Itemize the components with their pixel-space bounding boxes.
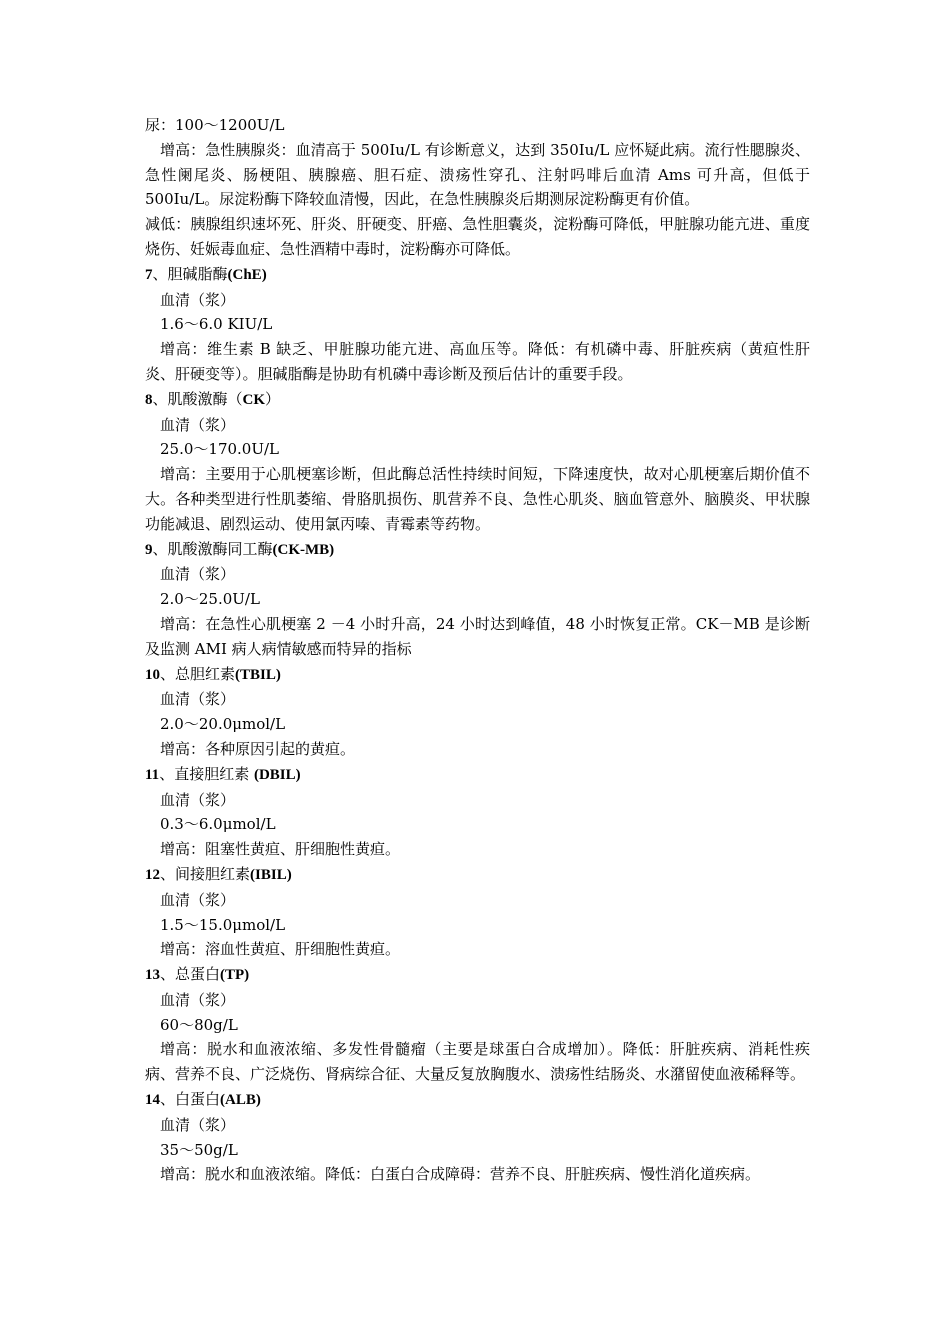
- clinical-note: 增高：脱水和血液浓缩、多发性骨髓瘤（主要是球蛋白合成增加）。降低：肝脏疾病、消耗性疾病、营养不良、广泛烧伤、肾病综合征、大量反复放胸腹水、溃疡性结肠炎、水潴留使血液稀释等。: [145, 1040, 810, 1084]
- section-name: 、白蛋白: [160, 1090, 221, 1109]
- reference-range: 2.0～20.0μmol/L: [160, 715, 286, 734]
- sample-type: 血清（浆）: [160, 565, 236, 584]
- section-abbreviation: (IBIL): [250, 866, 292, 883]
- clinical-note: 增高：各种原因引起的黄疸。: [160, 739, 356, 758]
- section-number: 12: [145, 866, 160, 883]
- amylase-decrease-note: 减低：胰腺组织速坏死、肝炎、肝硬变、肝癌、急性胆囊炎，淀粉酶可降低，甲脏腺功能亢进、重度烧伤、妊娠毒血症、急性酒精中毒时，淀粉酶亦可降低。: [145, 215, 810, 258]
- reference-range: 2.0～25.0U/L: [160, 590, 260, 609]
- section-abbreviation: (TP): [220, 967, 250, 984]
- sample-type: 血清（浆）: [160, 415, 236, 434]
- section-number: 7: [145, 266, 153, 283]
- reference-range: 25.0～170.0U/L: [160, 440, 279, 459]
- amylase-increase-note: 增高：急性胰腺炎：血清高于 500Iu/L 有诊断意义，达到 350Iu/L 应怀疑此病。流行性腮腺炎、急性阑尾炎、肠梗阻、胰腺癌、胆石症、溃疡性穿孔、注射吗啡后血清 Ams 可升高，但低于 500Iu/L。尿淀粉酶下降较血清慢，因此，在急性胰腺炎后期测尿淀粉酶更有价值。: [145, 140, 810, 209]
- section-abbreviation: (ChE): [227, 266, 267, 283]
- section-name: 、胆碱脂酶: [152, 264, 228, 283]
- section-name-suffix: ）: [265, 389, 281, 408]
- section-heading-10: [145, 662, 810, 688]
- clinical-note: 增高：维生素 B 缺乏、甲脏腺功能亢进、高血压等。降低：有机磷中毒、肝脏疾病（黄疸性肝炎、肝硬变等）。胆碱脂酶是协助有机磷中毒诊断及预后估计的重要手段。: [145, 340, 810, 383]
- urine-range: 尿：100～1200U/L: [145, 116, 285, 134]
- clinical-note: 增高：在急性心肌梗塞 2 －4 小时升高，24 小时达到峰值，48 小时恢复正常。CK－MB 是诊断及监测 AMI 病人病情敏感而特异的指标: [145, 614, 810, 658]
- section-abbreviation: (DBIL): [253, 766, 301, 783]
- section-number: 11: [145, 766, 160, 783]
- section-number: 9: [145, 541, 153, 558]
- sample-type: 血清（浆）: [160, 1115, 236, 1134]
- clinical-note: 增高：溶血性黄疸、肝细胞性黄疸。: [160, 940, 401, 959]
- sample-type: 血清（浆）: [160, 290, 236, 309]
- section-heading-14: [145, 1087, 810, 1113]
- sample-type: 血清（浆）: [160, 990, 236, 1009]
- clinical-note: 增高：脱水和血液浓缩。降低：白蛋白合成障碍：营养不良、肝脏疾病、慢性消化道疾病。: [160, 1165, 761, 1184]
- section-name: 、间接胆红素: [160, 864, 251, 883]
- section-abbreviation: (CK-MB): [272, 541, 335, 558]
- section-heading-11: [145, 762, 810, 788]
- section-abbreviation: (ALB): [220, 1092, 261, 1109]
- section-name: 、肌酸激酶（: [152, 389, 243, 408]
- section-number: 13: [145, 967, 160, 984]
- section-name: 、直接胆红素: [159, 764, 254, 783]
- section-heading-7: [145, 262, 810, 288]
- section-number: 14: [145, 1092, 160, 1109]
- section-heading-9: [145, 537, 810, 563]
- reference-range: 35～50g/L: [160, 1140, 238, 1159]
- sample-type: 血清（浆）: [160, 790, 236, 809]
- section-number: 10: [145, 666, 160, 683]
- section-heading-13: [145, 962, 810, 988]
- document-page: [145, 113, 810, 1187]
- reference-range: 1.5～15.0μmol/L: [160, 915, 286, 934]
- reference-range: 60～80g/L: [160, 1015, 238, 1034]
- sample-type: 血清（浆）: [160, 890, 236, 909]
- section-abbreviation: CK: [242, 391, 266, 408]
- reference-range: 0.3～6.0μmol/L: [160, 815, 276, 834]
- clinical-note: 增高：主要用于心肌梗塞诊断，但此酶总活性持续时间短，下降速度快，故对心肌梗塞后期价值不大。各种类型进行性肌萎缩、骨胳肌损伤、肌营养不良、急性心肌炎、脑血管意外、脑膜炎、甲状腺功能减退、剧烈运动、使用氯丙嗪、青霉素等药物。: [145, 465, 810, 533]
- section-heading-8: [145, 387, 810, 413]
- section-name: 、总蛋白: [160, 965, 221, 984]
- section-number: 8: [145, 391, 153, 408]
- sample-type: 血清（浆）: [160, 690, 236, 709]
- reference-range: 1.6～6.0 KIU/L: [160, 315, 273, 334]
- section-abbreviation: (TBIL): [235, 666, 281, 683]
- section-name: 、总胆红素: [160, 664, 236, 683]
- clinical-note: 增高：阻塞性黄疸、肝细胞性黄疸。: [160, 840, 401, 859]
- section-heading-12: [145, 862, 810, 888]
- section-name: 、肌酸激酶同工酶: [152, 539, 273, 558]
